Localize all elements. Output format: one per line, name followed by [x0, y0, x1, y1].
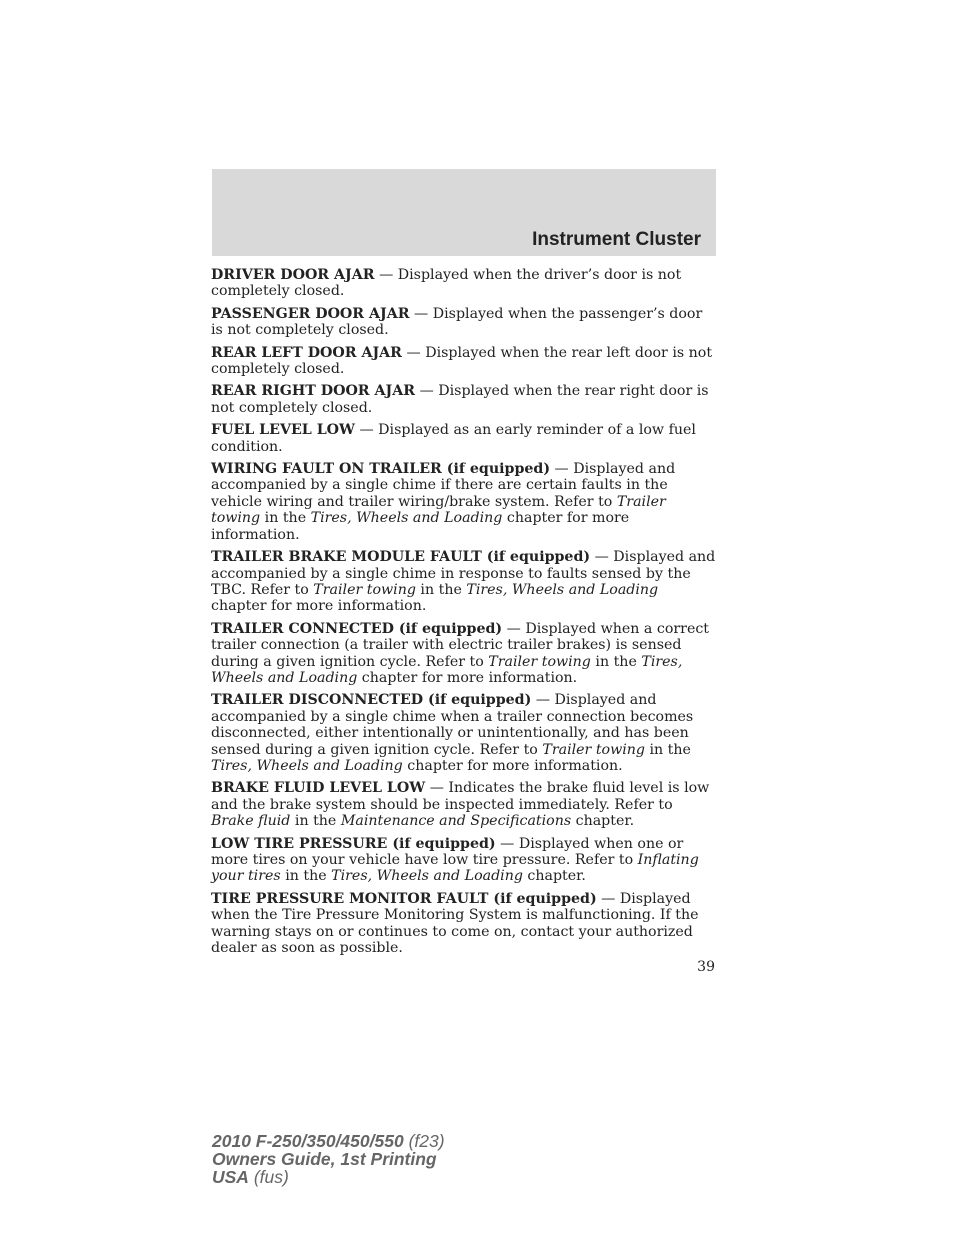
entry-trailer-brake-module-fault: [211, 549, 717, 615]
footer-line-market: [212, 1168, 445, 1186]
entry-text: in the: [415, 581, 467, 598]
entry-trailer-disconnected: [211, 692, 717, 774]
entry-text: chapter for more information.: [211, 510, 630, 543]
entry-text: chapter for more information.: [357, 669, 578, 686]
entry-text: chapter.: [571, 813, 635, 830]
entry-term: TRAILER CONNECTED (if equipped): [211, 620, 503, 637]
entry-term: TRAILER DISCONNECTED (if equipped): [211, 692, 532, 709]
chapter-reference: Tires, Wheels and Loading: [211, 757, 403, 774]
entry-term: TIRE PRESSURE MONITOR FAULT (if equipped): [211, 890, 597, 907]
entry-text: — Displayed when the passenger’s door is not completely closed.: [211, 305, 703, 339]
chapter-reference: Tires, Wheels and Loading: [466, 581, 659, 598]
entry-text: — Displayed as an early reminder of a low fuel condition.: [211, 422, 696, 455]
entry-text: — Displayed and accompanied by a single chime in response to faults sensed by the TBC. Refer to: [211, 549, 716, 598]
entry-rear-right-door-ajar: [211, 383, 717, 416]
entry-text: — Displayed when the Tire Pressure Monitoring System is malfunctioning. If the warning stays on or continues to come on, contact your authorized dealer as soon as possible.: [211, 890, 699, 957]
entry-text: in the: [290, 813, 341, 830]
section-title: Instrument Cluster: [532, 229, 701, 250]
entry-brake-fluid-level-low: [211, 780, 717, 829]
entry-text: in the: [280, 868, 332, 885]
cross-reference: Trailer towing: [542, 741, 645, 758]
entry-term: DRIVER DOOR AJAR: [211, 267, 375, 283]
entry-text: — Displayed when a correct trailer connection (a trailer with electric trailer brakes) is sensed during a given ignition cycle. Refer to: [211, 620, 709, 670]
footer-line-edition: Owners Guide, 1st Printing: [212, 1149, 437, 1169]
entry-trailer-connected: [211, 621, 717, 687]
footer-imprint: [212, 1132, 445, 1186]
entry-text: — Displayed when the rear right door is not completely closed.: [211, 383, 709, 416]
entry-passenger-door-ajar: [211, 306, 717, 339]
entry-tire-pressure-monitor-fault: [211, 891, 717, 957]
entry-term: PASSENGER DOOR AJAR: [211, 305, 410, 322]
footer-market-code: (fus): [248, 1167, 289, 1187]
entry-term: BRAKE FLUID LEVEL LOW: [211, 780, 426, 797]
section-header-band: [212, 169, 716, 256]
cross-reference: Trailer towing: [313, 581, 416, 598]
cross-reference: Inflating your tires: [211, 852, 699, 885]
entry-text: in the: [260, 510, 311, 527]
entry-text: — Displayed and accompanied by a single chime when a trailer connection becomes disconnected, either intentionally or unintentionally, and has been sensed during a given ignition cycle. Refer to: [211, 692, 694, 758]
entry-term: TRAILER BRAKE MODULE FAULT (if equipped): [211, 549, 591, 566]
entry-text: — Displayed when the driver’s door is not completely closed.: [211, 267, 682, 300]
chapter-reference: Tires, Wheels and Loading: [211, 653, 683, 686]
chapter-reference: Tires, Wheels and Loading: [310, 510, 503, 527]
entry-fuel-level-low: [211, 422, 717, 455]
entry-term: REAR LEFT DOOR AJAR: [211, 344, 402, 361]
page-number: 39: [697, 959, 715, 975]
entry-text: chapter.: [522, 868, 586, 885]
entry-text: — Displayed when the rear left door is not completely closed.: [211, 344, 713, 378]
entry-text: chapter for more information.: [211, 598, 427, 615]
entry-wiring-fault-on-trailer: [211, 461, 717, 543]
entry-term: LOW TIRE PRESSURE (if equipped): [211, 835, 496, 852]
entry-text: — Indicates the brake fluid level is low and the brake system should be inspected immediately. Refer to: [211, 780, 710, 813]
cross-reference: Brake fluid: [211, 813, 291, 830]
entry-rear-left-door-ajar: [211, 345, 717, 378]
cross-reference: Trailer towing: [488, 653, 591, 670]
entry-term: REAR RIGHT DOOR AJAR: [211, 383, 416, 400]
entry-text: — Displayed when one or more tires on your vehicle have low tire pressure. Refer to: [211, 835, 684, 868]
footer-model: 2010 F-250/350/450/550: [212, 1131, 404, 1151]
entry-driver-door-ajar: [211, 267, 717, 300]
entry-text: in the: [590, 653, 642, 670]
footer-line-model: [212, 1132, 445, 1150]
entry-term: FUEL LEVEL LOW: [211, 422, 355, 439]
footer-market: USA: [212, 1167, 249, 1187]
entry-text: in the: [644, 741, 691, 758]
entry-text: chapter for more information.: [402, 757, 623, 774]
footer-model-code: (f23): [403, 1131, 445, 1151]
chapter-reference: Maintenance and Specifications: [340, 813, 572, 830]
entry-text: — Displayed and accompanied by a single chime if there are certain faults in the vehicle wiring and trailer wiring/brake system. Refer to: [211, 461, 676, 510]
chapter-reference: Tires, Wheels and Loading: [331, 868, 523, 885]
entry-term: WIRING FAULT ON TRAILER (if equipped): [211, 461, 551, 478]
entry-low-tire-pressure: [211, 836, 717, 885]
cross-reference: Trailer towing: [211, 493, 666, 527]
body-text: [211, 267, 717, 962]
